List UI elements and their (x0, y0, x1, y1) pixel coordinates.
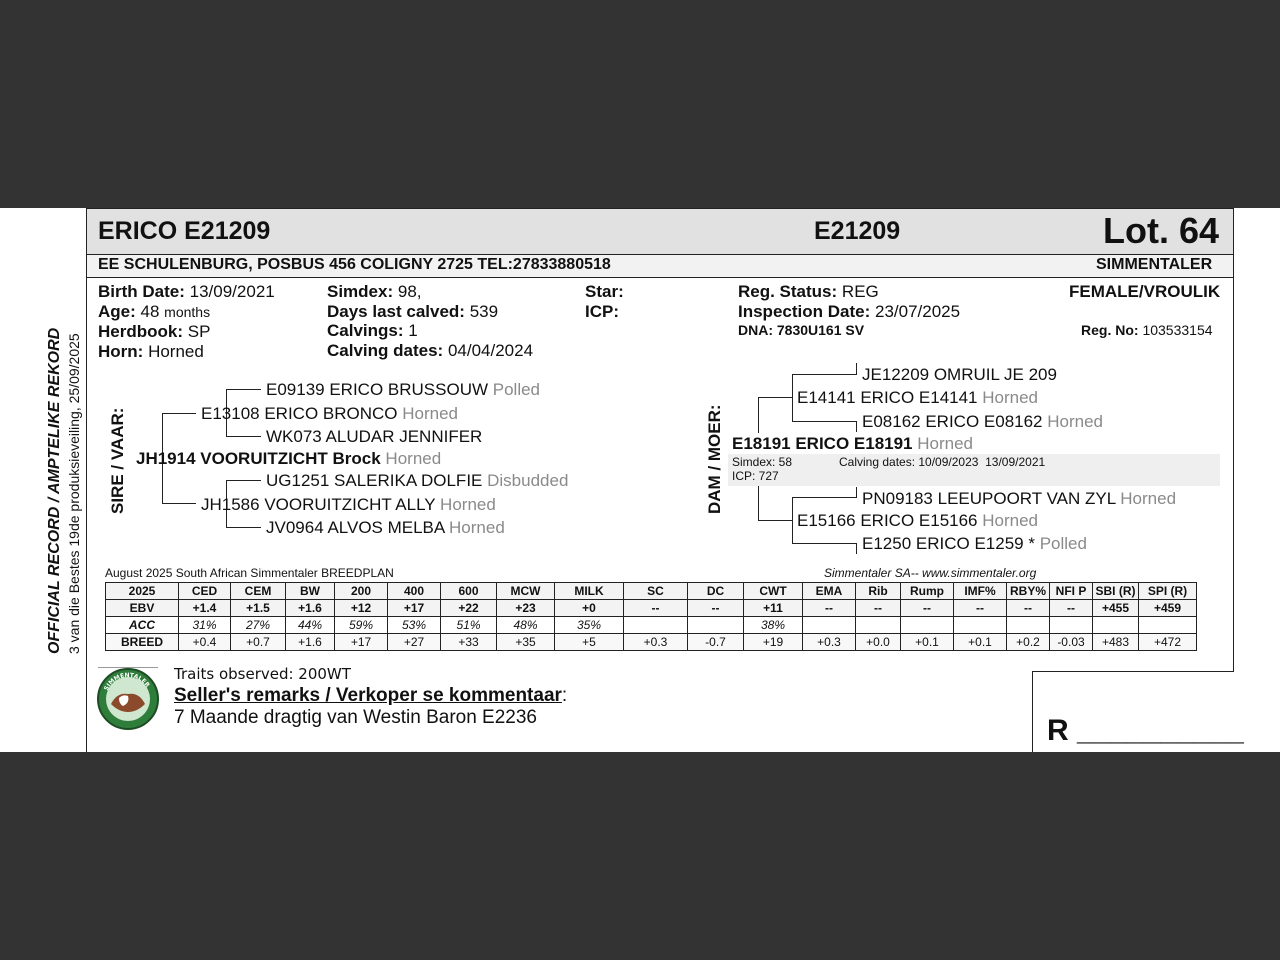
horn-status: Horned (982, 511, 1039, 530)
table-cell: +0.3 (803, 634, 856, 651)
dam-main (732, 434, 973, 454)
sire-line (162, 503, 196, 504)
dam-line (792, 543, 857, 544)
icp-label: ICP: (585, 301, 619, 321)
pedigree-name: JE12209 OMRUIL JE 209 (862, 365, 1057, 384)
table-cell: +0.1 (901, 634, 954, 651)
table-cell: 31% (179, 617, 231, 634)
sire-sire (201, 404, 458, 424)
table-cell: MCW (497, 583, 555, 600)
pedigree-name: WK073 ALUDAR JENNIFER (266, 427, 483, 446)
inspection-date-label: Inspection Date: (738, 301, 871, 321)
table-cell: CED (179, 583, 231, 600)
table-cell: BW (286, 583, 335, 600)
table-cell: +35 (497, 634, 555, 651)
sale-subtitle: 3 van die Bestes 19de produksieveiling, 25/09/2025 (66, 333, 82, 654)
reg-status-label: Reg. Status: (738, 282, 838, 301)
breed-acc-row (106, 617, 1197, 634)
info-star-icp (585, 282, 624, 321)
table-cell: +5 (555, 634, 624, 651)
sellers-remarks-text: 7 Maande dragtig van Westin Baron E2236 (174, 707, 537, 728)
horn-status: Horned (1047, 412, 1104, 431)
table-cell: 38% (744, 617, 803, 634)
pedigree-name: PN09183 LEEUPOORT VAN ZYL (862, 489, 1116, 508)
sire-dam (201, 495, 496, 515)
table-cell: +0 (555, 600, 624, 617)
dam-line (792, 374, 857, 375)
table-cell: -0.7 (688, 634, 744, 651)
pedigree-name: E08162 ERICO E08162 (862, 412, 1043, 431)
table-cell (624, 617, 688, 634)
pedigree-name: E14141 ERICO E14141 (797, 388, 978, 407)
table-cell (1050, 617, 1093, 634)
table-cell: 200 (335, 583, 388, 600)
sellers-remarks-heading (174, 685, 567, 707)
dam-line (758, 486, 759, 520)
calving-dates-label: Calving dates: (327, 340, 444, 360)
dam-calving-dates: Calving dates: 10/09/2023 13/09/2021 (839, 455, 1046, 469)
pedigree-name: UG1251 SALERIKA DOLFIE (266, 471, 483, 490)
table-cell: -- (688, 600, 744, 617)
reg-status-value: REG (841, 282, 879, 301)
table-cell: DC (688, 583, 744, 600)
dam-sire-sire (862, 365, 1057, 385)
sellers-remarks-colon: : (561, 685, 568, 706)
table-cell (803, 617, 856, 634)
dam-line (758, 397, 792, 398)
dam-line (856, 363, 857, 374)
table-cell: -- (803, 600, 856, 617)
sire-dam-dam (266, 518, 505, 538)
table-cell: +23 (497, 600, 555, 617)
table-cell: CEM (231, 583, 286, 600)
traits-observed: Traits observed: 200WT (174, 665, 351, 683)
star-label: Star: (585, 282, 624, 301)
table-cell: 44% (286, 617, 335, 634)
calvings-label: Calvings: (327, 321, 404, 340)
horn-status: Disbudded (487, 471, 569, 490)
svg-text:SIMMENTALER: SIMMENTALER (102, 671, 151, 692)
table-cell: +19 (744, 634, 803, 651)
table-cell: 53% (388, 617, 441, 634)
simdex-label: Simdex: (327, 282, 394, 301)
table-cell: -- (901, 600, 954, 617)
table-cell: -- (1050, 600, 1093, 617)
birth-value: 13/09/2021 (189, 282, 275, 301)
horn-status: Horned (449, 518, 505, 537)
table-cell (901, 617, 954, 634)
pedigree-name: E13108 ERICO BRONCO (201, 404, 398, 423)
table-cell: -0.03 (1050, 634, 1093, 651)
calvings-value: 1 (408, 321, 418, 340)
age-value: 48 (140, 301, 160, 321)
dam-side-label: DAM / MOER: (705, 404, 724, 514)
inspection-date-value: 23/07/2025 (874, 301, 961, 321)
breed-header-row (106, 583, 1197, 600)
horn-status: Polled (492, 380, 541, 399)
table-cell: Rump (901, 583, 954, 600)
breed-ebv-row (106, 600, 1197, 617)
breedplan-caption: August 2025 South African Simmentaler BREEDPLAN (105, 566, 394, 580)
table-cell: 35% (555, 617, 624, 634)
breeder-info: EE SCHULENBURG, POSBUS 456 COLIGNY 2725 TEL:27833880518 (98, 256, 611, 273)
sire-line (226, 436, 261, 437)
herdbook-label: Herdbook: (98, 322, 183, 341)
breed-breed-row (106, 634, 1197, 651)
table-cell: 2025 (106, 583, 179, 600)
age-label: Age: (98, 301, 136, 321)
info-right (738, 282, 960, 341)
birth-label: Birth Date: (98, 282, 185, 301)
official-record-label: OFFICIAL RECORD / AMPTELIKE REKORD (46, 327, 63, 654)
dam-line (792, 421, 857, 422)
dam-dam-dam (862, 534, 1087, 554)
info-left (98, 282, 275, 361)
table-cell: +0.0 (856, 634, 901, 651)
sellers-remarks-label: Seller's remarks / Verkoper se kommentaar (174, 685, 562, 706)
table-cell: 59% (335, 617, 388, 634)
pedigree-name: JV0964 ALVOS MELBA (266, 518, 445, 537)
days-last-calved-value: 539 (469, 301, 499, 321)
price-field: R __________ (1047, 714, 1244, 747)
dam-sire-dam (862, 412, 1103, 432)
table-cell: ACC (106, 617, 179, 634)
table-cell: +17 (335, 634, 388, 651)
pedigree-name: E1250 ERICO E1259 * (862, 534, 1035, 553)
pedigree-name: E18191 ERICO E18191 (732, 434, 913, 453)
pedigree-name: JH1914 VOORUITZICHT Brock (136, 449, 381, 468)
table-cell: -- (954, 600, 1007, 617)
breedplan-website: Simmentaler SA-- www.simmentaler.org (824, 566, 1037, 580)
table-cell: -- (856, 600, 901, 617)
table-cell: +459 (1139, 600, 1197, 617)
sire-line (162, 413, 196, 414)
dam-sire (797, 388, 1038, 408)
table-cell: +472 (1139, 634, 1197, 651)
sire-line (226, 480, 261, 481)
horn-status: Horned (385, 449, 442, 468)
table-cell: +27 (388, 634, 441, 651)
pedigree-name: E15166 ERICO E15166 (797, 511, 978, 530)
table-cell: +1.6 (286, 634, 335, 651)
table-cell: SC (624, 583, 688, 600)
table-cell: +0.4 (179, 634, 231, 651)
lot-number: Lot. 64 (1103, 210, 1220, 251)
table-cell (1007, 617, 1050, 634)
table-cell: SBI (R) (1093, 583, 1139, 600)
table-cell: +12 (335, 600, 388, 617)
table-cell: +0.3 (624, 634, 688, 651)
table-cell: SPI (R) (1139, 583, 1197, 600)
table-cell: +0.7 (231, 634, 286, 651)
table-cell: +1.5 (231, 600, 286, 617)
table-cell: +455 (1093, 600, 1139, 617)
frame-right-line (1233, 278, 1234, 672)
price-box-top-line (1032, 671, 1234, 672)
age-unit: months (164, 303, 211, 320)
lot-card (0, 208, 1280, 752)
table-cell: MILK (555, 583, 624, 600)
table-cell: +1.6 (286, 600, 335, 617)
horn-status: Horned (402, 404, 459, 423)
table-cell: NFI P (1050, 583, 1093, 600)
dam-line (856, 543, 857, 554)
table-cell: RBY% (1007, 583, 1050, 600)
table-cell: +0.2 (1007, 634, 1050, 651)
dam-dam (797, 511, 1038, 531)
table-cell: +22 (441, 600, 497, 617)
dam-line (758, 397, 759, 433)
table-cell (688, 617, 744, 634)
table-cell: Rib (856, 583, 901, 600)
table-cell: EBV (106, 600, 179, 617)
simmentaler-logo (97, 668, 159, 730)
reg-no-label: Reg. No: (1081, 322, 1139, 338)
breed-name: SIMMENTALER (1096, 256, 1213, 273)
dam-line (792, 497, 857, 498)
sire-side-label: SIRE / VAAR: (108, 407, 127, 514)
pedigree-name: E09139 ERICO BRUSSOUW (266, 380, 489, 399)
dam-dam-sire (862, 489, 1176, 509)
horn-status: Horned (1120, 489, 1177, 508)
dam-line (792, 374, 793, 421)
table-cell: 51% (441, 617, 497, 634)
table-cell: 400 (388, 583, 441, 600)
horn-status: Horned (440, 495, 496, 514)
sire-sire-dam (266, 427, 482, 447)
table-cell (856, 617, 901, 634)
days-last-calved-label: Days last calved: (327, 301, 465, 321)
table-cell: EMA (803, 583, 856, 600)
reg-no-value: 103533154 (1142, 322, 1213, 338)
table-cell: +483 (1093, 634, 1139, 651)
horn-value: Horned (148, 341, 204, 361)
breedplan-table (105, 582, 1197, 651)
calving-dates-value: 04/04/2024 (447, 340, 534, 360)
sire-main (136, 449, 441, 469)
animal-id: E21209 (814, 217, 901, 245)
dam-line (758, 520, 792, 521)
info-middle (327, 282, 533, 360)
table-cell: +17 (388, 600, 441, 617)
table-cell: 600 (441, 583, 497, 600)
table-cell (1093, 617, 1139, 634)
horn-status: Horned (982, 388, 1039, 407)
animal-name: ERICO E21209 (98, 217, 271, 245)
table-cell: BREED (106, 634, 179, 651)
table-cell: -- (1007, 600, 1050, 617)
horn-label: Horn: (98, 341, 144, 361)
reg-no (1081, 322, 1213, 338)
table-cell: +11 (744, 600, 803, 617)
pedigree-name: JH1586 VOORUITZICHT ALLY (201, 495, 436, 514)
dam-icp: ICP: 727 (732, 469, 779, 483)
table-cell: 48% (497, 617, 555, 634)
table-cell: 27% (231, 617, 286, 634)
dam-simdex: Simdex: 58 (732, 455, 793, 469)
sire-dam-sire (266, 471, 568, 491)
table-cell: +1.4 (179, 600, 231, 617)
dam-line (792, 497, 793, 543)
horn-status: Polled (1039, 534, 1087, 553)
horn-status: Horned (917, 434, 974, 453)
dam-line (856, 421, 857, 432)
price-box-left-line (1032, 671, 1033, 752)
sex-label: FEMALE/VROULIK (1069, 282, 1221, 301)
table-cell: +0.1 (954, 634, 1007, 651)
table-cell: IMF% (954, 583, 1007, 600)
sire-sire-sire (266, 380, 540, 400)
table-cell: +33 (441, 634, 497, 651)
table-cell: CWT (744, 583, 803, 600)
simdex-value: 98, (397, 282, 422, 301)
sire-line (226, 527, 261, 528)
sire-line (226, 389, 261, 390)
table-cell: -- (624, 600, 688, 617)
dna-code: DNA: 7830U161 SV (738, 322, 865, 338)
table-cell (954, 617, 1007, 634)
herdbook-value: SP (187, 322, 211, 341)
frame-left-line (86, 278, 87, 752)
dam-line (856, 487, 857, 497)
table-cell (1139, 617, 1197, 634)
